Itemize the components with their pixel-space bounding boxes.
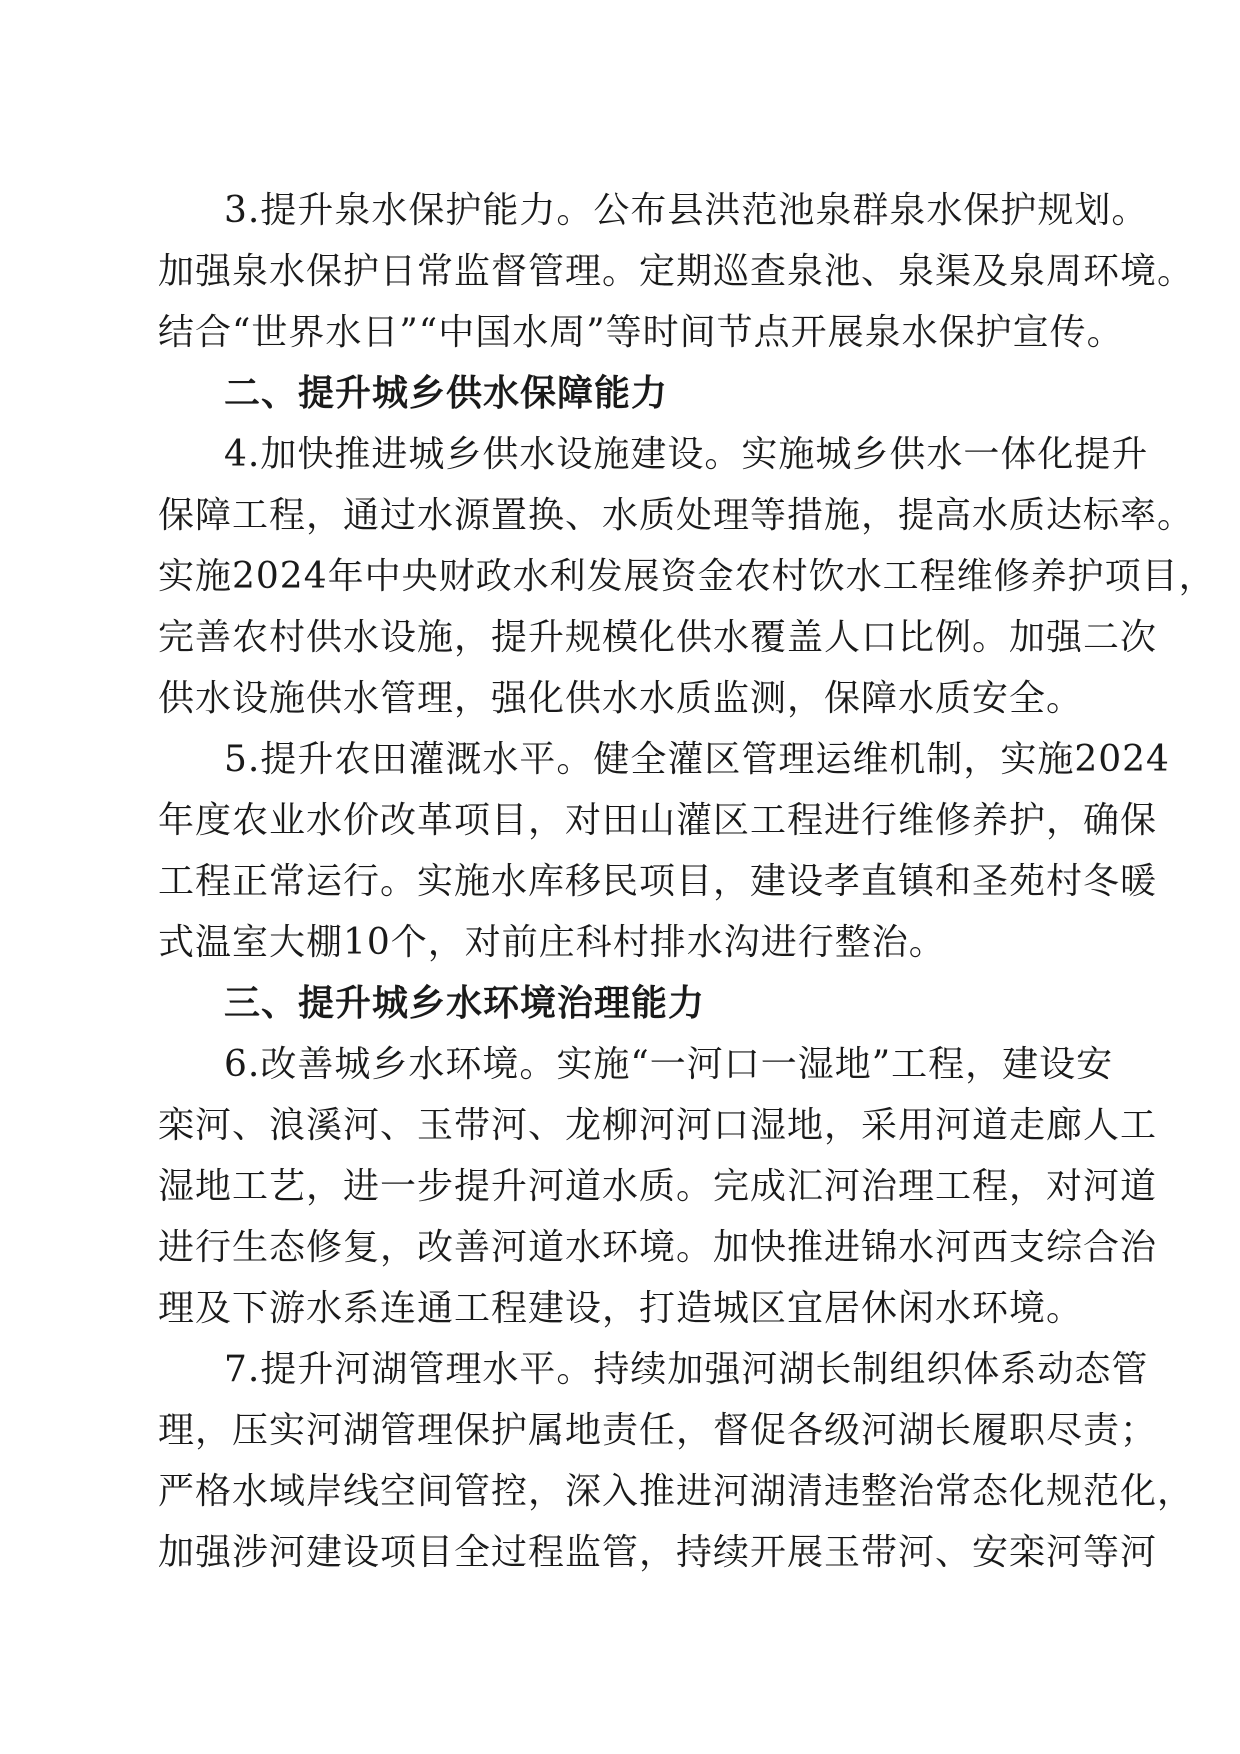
- paragraph-6-line-2: 栾河、浪溪河、玉带河、龙柳河河口湿地，采用河道走廊人工: [158, 1105, 1158, 1146]
- paragraph-3-line-3: 结合“世界水日”“中国水周”等时间节点开展泉水保护宣传。: [158, 312, 1124, 353]
- document-body: [158, 180, 1216, 1583]
- paragraph-5-line-1: 5.提升农田灌溉水平。健全灌区管理运维机制，实施2024: [224, 739, 1170, 780]
- paragraph-4-line-3: 实施2024年中央财政水利发展资金农村饮水工程维修养护项目，: [158, 556, 1216, 597]
- paragraph-3-line-2: 加强泉水保护日常监督管理。定期巡查泉池、泉渠及泉周环境。: [158, 251, 1195, 292]
- paragraph-7-line-1: 7.提升河湖管理水平。持续加强河湖长制组织体系动态管: [224, 1349, 1149, 1390]
- paragraph-6-line-5: 理及下游水系连通工程建设，打造城区宜居休闲水环境。: [158, 1288, 1084, 1329]
- paragraph-6-line-3: 湿地工艺，进一步提升河道水质。完成汇河治理工程，对河道: [158, 1166, 1158, 1207]
- paragraph-4-line-1: 4.加快推进城乡供水设施建设。实施城乡供水一体化提升: [224, 434, 1149, 475]
- paragraph-4-line-5: 供水设施供水管理，强化供水水质监测，保障水质安全。: [158, 678, 1084, 719]
- paragraph-4-line-2: 保障工程，通过水源置换、水质处理等措施，提高水质达标率。: [158, 495, 1195, 536]
- paragraph-6-line-4: 进行生态修复，改善河道水环境。加快推进锦水河西支综合治: [158, 1227, 1158, 1268]
- paragraph-6-line-1: 6.改善城乡水环境。实施“一河口一湿地”工程，建设安: [224, 1044, 1114, 1085]
- paragraph-5-line-2: 年度农业水价改革项目，对田山灌区工程进行维修养护，确保: [158, 800, 1158, 841]
- paragraph-4-line-4: 完善农村供水设施，提升规模化供水覆盖人口比例。加强二次: [158, 617, 1158, 658]
- paragraph-5-line-4: 式温室大棚10个，对前庄科村排水沟进行整治。: [158, 922, 946, 963]
- paragraph-7-line-3: 严格水域岸线空间管控，深入推进河湖清违整治常态化规范化，: [158, 1471, 1195, 1512]
- section-heading-3: 三、提升城乡水环境治理能力: [224, 983, 706, 1024]
- paragraph-5-line-3: 工程正常运行。实施水库移民项目，建设孝直镇和圣苑村冬暖: [158, 861, 1158, 902]
- section-heading-2: 二、提升城乡供水保障能力: [224, 373, 669, 414]
- paragraph-3-line-1: 3.提升泉水保护能力。公布县洪范池泉群泉水保护规划。: [224, 190, 1149, 231]
- paragraph-7-line-2: 理，压实河湖管理保护属地责任，督促各级河湖长履职尽责；: [158, 1410, 1158, 1451]
- paragraph-7-line-4: 加强涉河建设项目全过程监管，持续开展玉带河、安栾河等河: [158, 1532, 1158, 1573]
